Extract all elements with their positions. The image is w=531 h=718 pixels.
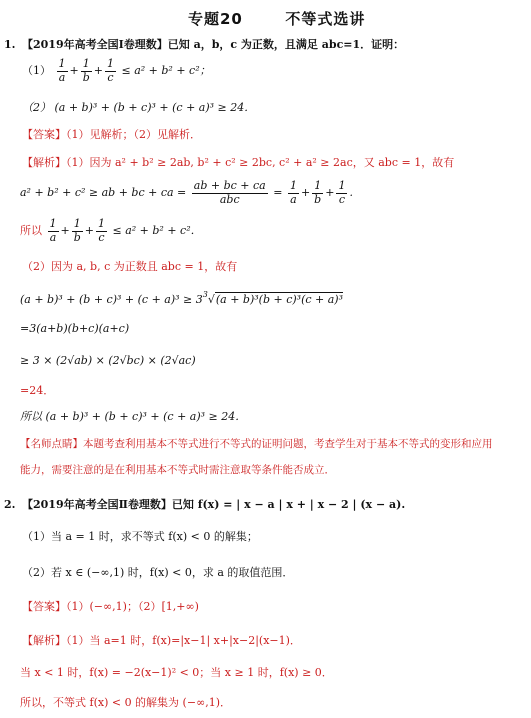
q1-cube-root-inequality: $(a + b)^3 + (b + c)^3 + (c + a)^3 \ge 3^3√(a + b)^3(b + c)^3(c + a)^3$ [20,290,344,306]
q1-part1: （1） $\frac{1}{a}$ + $\frac{1}{b}$ + $\frac{1}{c}$ ≤ a² + b² + c²； [22,57,211,84]
q1-ineq2: ≥ 3 × (2√ab) × (2√bc) × (2√ac) [20,354,196,367]
q1-ineq-root: (a + b)³(b + c)³(c + a)³ [215,293,344,306]
frac-1-over-c-3: $\frac{1}{c}$ [97,217,105,244]
q1-derivation: a² + b² + c² ≥ ab + bc + ca = $\frac{ab + bc + ca}{\text{abc}}$ = $\frac{1}{a}$ + $\frac{1}{b}$ + $\frac{1}{c}$ . [20,179,353,206]
frac-1-over-a-2: $\frac{1}{a}$ [289,179,297,206]
q1-derivation-eq: = [273,186,283,200]
frac-1-over-a-3: $\frac{1}{a}$ [49,217,57,244]
frac-1-over-c-2: $\frac{1}{c}$ [338,179,346,206]
q1-derivation-lhs: a² + b² + c² ≥ ab + bc + ca = [20,186,187,200]
q1-stem: 【2019年高考全国Ⅰ卷理数】已知 a，b，c 为正数，且满足 abc=1．证明： [22,38,405,51]
frac-1-over-a: $\frac{1}{a}$ [58,57,66,84]
q1-therefore: 所以 $\frac{1}{a}$ + $\frac{1}{b}$ + $\frac{1}{c}$ ≤ a² + b² + c²． [20,217,202,244]
q2-sub2: （2）若 x ∈ (−∞,1) 时，f(x) < 0，求 a 的取值范围． [22,566,294,579]
page-title [188,10,365,28]
q1-therefore-label: 所以 [20,224,42,238]
q1-part1-label: （1） [22,64,51,78]
q1-comment-line2: 能力，需要注意的是在利用基本不等式时需注意取等条件能否成立． [20,464,335,476]
q2-number: 2. [4,498,16,511]
q1-analysis-label: 【解析】 [22,156,66,169]
q1-conclusion: 所以 (a + b)³ + (b + c)³ + (c + a)³ ≥ 24． [20,410,247,423]
q1-number: 1. [4,38,16,51]
q1-part2-intro: （2）因为 a, b, c 为正数且 abc = 1，故有 [22,260,238,273]
q1-comment-line1: 【名师点睛】本题考查利用基本不等式进行不等式的证明问题，考查学生对于基本不等式的变形和应用 [20,438,493,450]
frac-1-over-b-3: $\frac{1}{b}$ [73,217,81,244]
title-subject: 不等式选讲 [285,10,366,28]
frac-sum-over-abc: $\frac{ab + bc + ca}{\text{abc}}$ [193,179,266,206]
q1-eq1: =3(a+b)(b+c)(a+c) [20,322,130,335]
q1-part1-tail: ≤ a² + b² + c²； [121,64,211,78]
q1-eq24: =24． [20,384,55,397]
q1-answer: 【答案】（1）见解析；（2）见解析． [22,128,201,141]
q1-therefore-tail: ≤ a² + b² + c²． [112,224,202,238]
q1-analysis-text1: （1）因为 a² + b² ≥ 2ab, b² + c² ≥ 2bc, c² + a² ≥ 2ac，又 abc = 1，故有 [66,156,455,169]
q2-sub1: （1）当 a = 1 时，求不等式 f(x) < 0 的解集； [22,530,258,543]
q1-analysis-line1 [22,156,454,169]
q2-final: 所以，不等式 f(x) < 0 的解集为 (−∞,1)． [20,696,232,709]
frac-1-over-c: $\frac{1}{c}$ [106,57,114,84]
q2-analysis: 【解析】（1）当 a=1 时，f(x)=|x−1| x+|x−2|(x−1)． [22,634,301,647]
q1-ineq-lhs: (a + b)³ + (b + c)³ + (c + a)³ ≥ 3 [20,293,203,306]
frac-1-over-b: $\frac{1}{b}$ [82,57,90,84]
q2-answer: 【答案】（1）(−∞,1)；（2）[1,+∞) [22,600,199,613]
q2-stem: 【2019年高考全国Ⅱ卷理数】已知 f(x) = | x − a | x + | x − 2 | (x − a). [22,498,406,511]
q2-case: 当 x < 1 时，f(x) = −2(x−1)² < 0；当 x ≥ 1 时，f(x) ≥ 0． [20,666,333,679]
title-topic: 专题20 [188,10,243,28]
frac-1-over-b-2: $\frac{1}{b}$ [314,179,322,206]
q1-part2: （2） (a + b)³ + (b + c)³ + (c + a)³ ≥ 24． [22,101,256,114]
